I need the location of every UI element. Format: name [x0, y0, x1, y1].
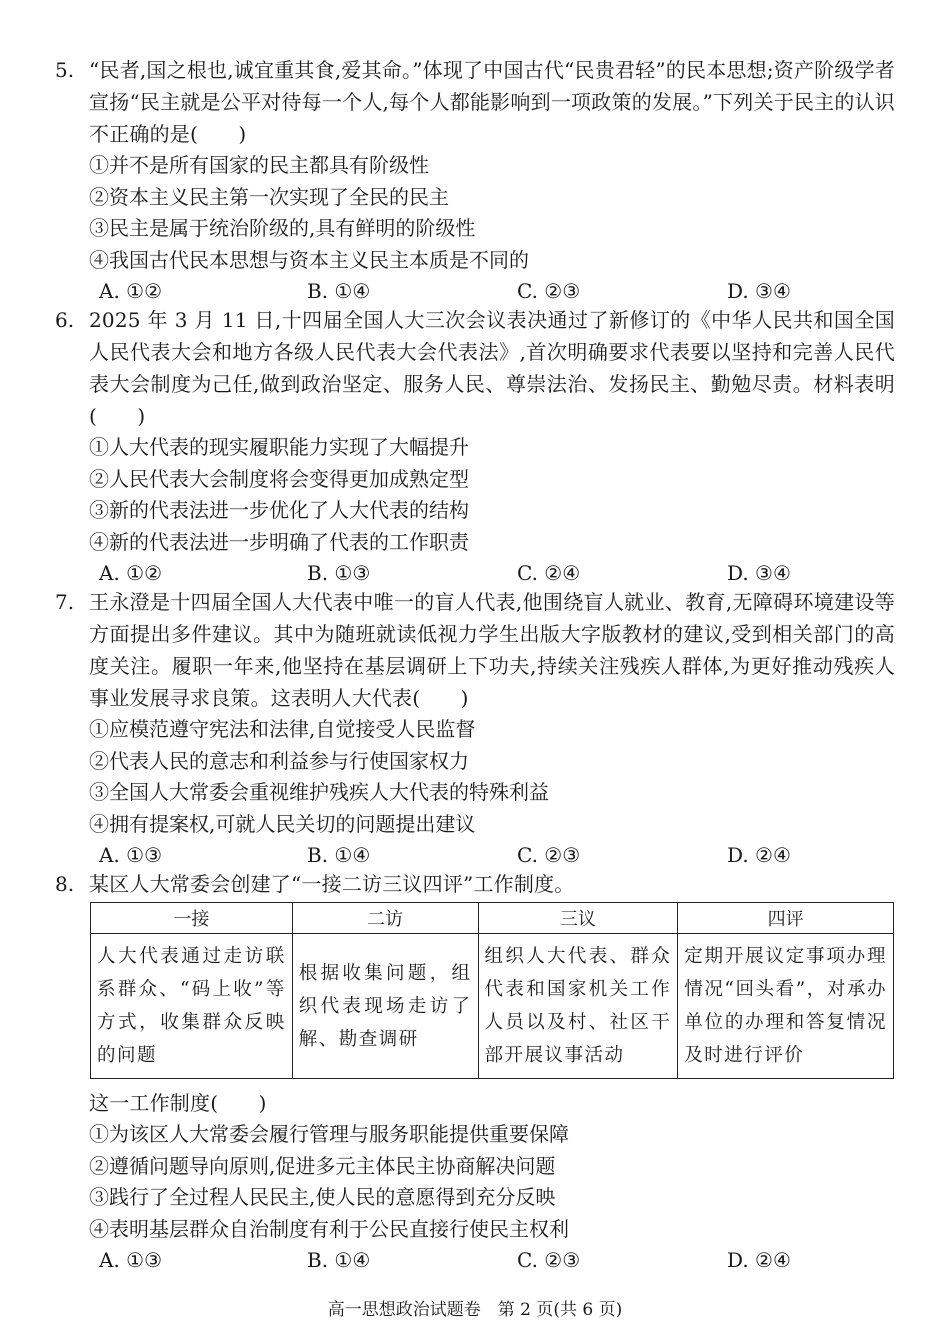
choice-b: B. ①③ — [307, 561, 371, 585]
statement-2: ②人民代表大会制度将会变得更加成熟定型 — [89, 466, 469, 491]
statement-1: ①人大代表的现实履职能力实现了大幅提升 — [89, 435, 469, 459]
work-system-table — [90, 902, 894, 1079]
choice-b: B. ①④ — [307, 843, 371, 867]
choice-b: B. ①④ — [307, 1248, 371, 1272]
choice-a: A. ①② — [99, 561, 163, 585]
choice-c: C. ②③ — [517, 1248, 581, 1272]
statement-2: ②代表人民的意志和利益参与行使国家权力 — [89, 748, 469, 773]
statement-3: ③全国人大常委会重视维护残疾人大代表的特殊利益 — [89, 780, 549, 804]
question-number: 8. — [55, 872, 75, 896]
table-cell: 根据收集问题，组织代表现场走访了解、勘查调研 — [292, 934, 478, 1079]
table-header-cell: 四评 — [678, 903, 894, 934]
page-footer: 高一思想政治试题卷 第 2 页(共 6 页) — [327, 1300, 623, 1320]
statement-3: ③新的代表法进一步优化了人大代表的结构 — [89, 498, 469, 522]
choice-d: D. ②④ — [727, 843, 791, 867]
choice-a: A. ①③ — [99, 843, 163, 867]
statement-4: ④拥有提案权,可就人民关切的问题提出建议 — [89, 811, 476, 836]
statement-3: ③践行了全过程人民民主,使人民的意愿得到充分反映 — [89, 1185, 556, 1209]
statement-4: ④表明基层群众自治制度有利于公民直接行使民主权利 — [89, 1216, 569, 1241]
table-cell: 定期开展议定事项办理情况“回头看”，对承办单位的办理和答复情况及时进行评价 — [678, 934, 894, 1079]
statement-4: ④我国古代民本思想与资本主义民主本质是不同的 — [89, 247, 529, 272]
question-8 — [55, 868, 895, 900]
question-number: 7. — [55, 590, 75, 614]
answer-choices — [99, 840, 895, 871]
table-row — [91, 934, 894, 1079]
choice-c: C. ②④ — [517, 561, 581, 585]
table-header-cell: 三议 — [478, 903, 678, 934]
question-stem: “民者,国之根也,诚宜重其食,爱其命。”体现了中国古代“民贵君轻”的民本思想;资产阶级学者宣扬“民主就是公平对待每一个人,每个人都能影响到一项政策的发展。”下列关于民主的认识不正确的是( ) — [89, 58, 895, 146]
table-header-cell: 一接 — [91, 903, 293, 934]
table-cell: 人大代表通过走访联系群众、“码上收”等方式，收集群众反映的问题 — [91, 934, 293, 1079]
table-cell: 组织人大代表、群众代表和国家机关工作人员以及村、社区干部开展议事活动 — [478, 934, 678, 1079]
statement-1: ①并不是所有国家的民主都具有阶级性 — [89, 153, 429, 177]
question-stem: 王永澄是十四届全国人大代表中唯一的盲人代表,他围绕盲人就业、教育,无障碍环境建设等方面提出多件建议。其中为随班就读低视力学生出版大字版教材的建议,受到相关部门的高度关注。履职一年来,他坚持在基层调研上下功夫,持续关注残疾人群体,为更好推动残疾人事业发展寻求良策。这表明人大代表( ) — [89, 590, 895, 710]
statement-2: ②遵循问题导向原则,促进多元主体民主协商解决问题 — [89, 1153, 556, 1178]
question-stem: 2025 年 3 月 11 日,十四届全国人大三次会议表决通过了新修订的《中华人民共和国全国人民代表大会和地方各级人民代表大会代表法》,首次明确要求代表要以坚持和完善人民代表大会制度为己任,做到政治坚定、服务人民、尊崇法治、发扬民主、勤勉尽责。材料表明( ) — [89, 308, 895, 428]
statement-1: ①应模范遵守宪法和法律,自觉接受人民监督 — [89, 717, 476, 741]
choice-a: A. ①③ — [99, 1248, 163, 1272]
question-5 — [55, 54, 895, 307]
question-number: 6. — [55, 308, 75, 332]
statement-4: ④新的代表法进一步明确了代表的工作职责 — [89, 529, 469, 554]
question-stem: 某区人大常委会创建了“一接二访三议四评”工作制度。 — [89, 872, 575, 896]
statement-3: ③民主是属于统治阶级的,具有鲜明的阶级性 — [89, 216, 476, 240]
statement-1: ①为该区人大常委会履行管理与服务职能提供重要保障 — [89, 1122, 569, 1146]
answer-choices — [99, 558, 895, 589]
question-prompt: 这一工作制度( ) — [89, 1091, 267, 1115]
question-7 — [55, 586, 895, 871]
question-6 — [55, 304, 895, 589]
question-8-continued — [55, 1087, 895, 1276]
table-header-cell: 二访 — [292, 903, 478, 934]
table-header-row — [91, 903, 894, 934]
choice-c: C. ②③ — [517, 843, 581, 867]
answer-choices — [99, 1245, 895, 1276]
statement-2: ②资本主义民主第一次实现了全民的民主 — [89, 184, 449, 209]
answer-choices — [99, 276, 895, 307]
choice-a: A. ①② — [99, 279, 163, 303]
choice-d: D. ③④ — [727, 561, 791, 585]
choice-c: C. ②③ — [517, 279, 581, 303]
question-number: 5. — [55, 58, 75, 82]
choice-d: D. ②④ — [727, 1248, 791, 1272]
choice-b: B. ①④ — [307, 279, 371, 303]
choice-d: D. ③④ — [727, 279, 791, 303]
